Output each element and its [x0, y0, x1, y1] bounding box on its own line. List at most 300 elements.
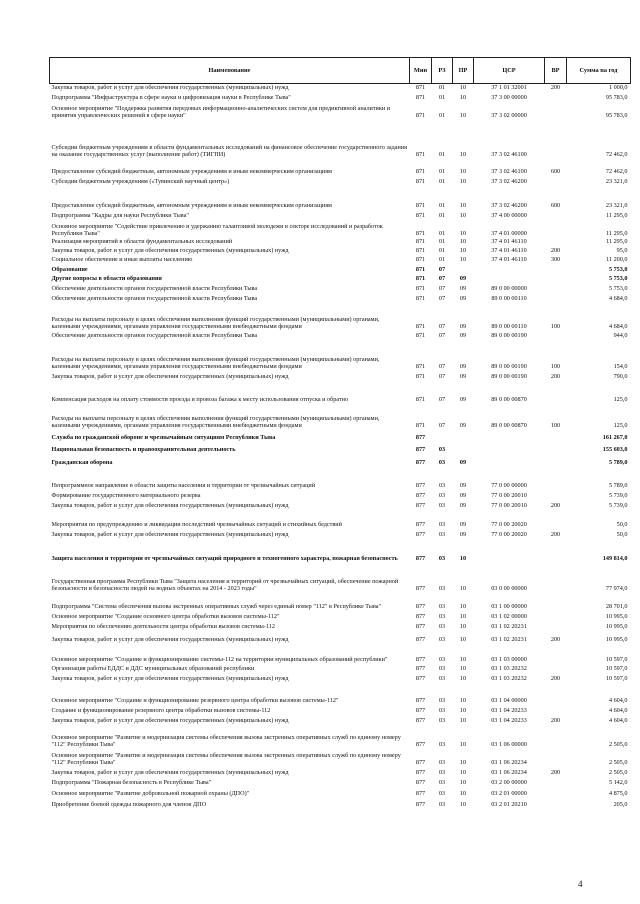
cell-min: 877	[415, 801, 426, 808]
cell-sum: 4 604,0	[608, 717, 628, 724]
cell-rz: 03	[438, 555, 446, 562]
cell-name: Расходы на выплаты персоналу в целях обеспечения выполнения функций государственными (муниципальными) органами, казенными учреждениями, органами управления государственными внебюджетными фондами	[51, 414, 380, 429]
cell-pr: 10	[459, 151, 467, 158]
table-row	[50, 724, 631, 748]
table-row	[50, 101, 631, 119]
cell-sum: 11 295,0	[606, 230, 628, 237]
cell-pr: 09	[459, 275, 467, 282]
cell-name: Мероприятия по предупреждению и ликвидации последствий чрезвычайных ситуаций и стихийных бедствий	[51, 521, 342, 528]
cell-pr: 10	[459, 178, 467, 185]
cell-sum: 72 462,0	[605, 168, 628, 175]
cell-min: 877	[415, 521, 426, 528]
cell-sum: 1 000,0	[608, 84, 628, 91]
cell-pr: 09	[459, 482, 467, 489]
cell-rz: 03	[438, 502, 446, 509]
cell-vr	[545, 682, 567, 704]
cell-vr	[545, 273, 567, 282]
cell-pr: 10	[459, 779, 467, 786]
cell-csr: 03 1 04 20233	[491, 707, 527, 714]
table-row	[50, 704, 631, 714]
cell-csr: 37 3 02 46100	[491, 151, 527, 158]
cell-min: 871	[415, 373, 426, 380]
cell-pr: 10	[459, 665, 467, 672]
cell-min: 877	[415, 502, 426, 509]
cell-vr: 600	[550, 168, 561, 175]
cell-rz: 03	[438, 492, 446, 499]
cell-sum: 95 783,0	[605, 94, 628, 101]
cell-sum: 77 974,0	[605, 585, 628, 592]
cell-vr	[545, 429, 567, 441]
cell-sum: 5 753,0	[608, 266, 628, 273]
cell-sum: 95 783,0	[605, 112, 628, 119]
cell-rz	[432, 429, 453, 441]
cell-rz: 01	[438, 202, 446, 209]
table-row	[50, 91, 631, 101]
cell-vr: 200	[550, 502, 561, 509]
cell-name: Предоставление субсидий бюджетным, автономным учреждениям и иным некоммерческим организациям	[51, 168, 332, 175]
cell-sum: 149 814,0	[602, 555, 628, 562]
cell-pr: 10	[459, 94, 467, 101]
cell-csr: 03 2 01 00000	[491, 790, 527, 797]
cell-pr: 09	[459, 373, 467, 380]
cell-pr: 10	[459, 741, 467, 748]
cell-pr	[453, 441, 474, 453]
cell-vr	[545, 209, 567, 219]
cell-vr: 200	[550, 675, 561, 682]
cell-name: Субсидии бюджетным учреждениям («Тувинский научный центр»)	[51, 178, 230, 185]
table-row	[50, 403, 631, 429]
table-header	[50, 58, 631, 84]
cell-name: Основное мероприятие "Создание и функционирование системы-112 на территории муниципальных образований республики"	[51, 656, 388, 663]
cell-vr: 100	[550, 422, 561, 429]
cell-rz: 07	[438, 422, 446, 429]
cell-csr: 03 1 06 00000	[491, 741, 527, 748]
cell-rz: 07	[438, 373, 446, 380]
cell-vr	[545, 776, 567, 786]
cell-pr: 10	[459, 112, 467, 119]
cell-min: 877	[415, 482, 426, 489]
budget-table	[49, 57, 631, 808]
cell-csr: 37 3 02 46200	[491, 202, 527, 209]
cell-csr	[474, 441, 545, 453]
cell-vr	[545, 489, 567, 499]
cell-vr: 200	[550, 531, 561, 538]
cell-rz: 03	[438, 603, 446, 610]
table-row	[50, 672, 631, 682]
cell-name: Приобретение боевой одежды пожарного для членов ДПО	[51, 801, 207, 808]
table-row	[50, 175, 631, 185]
cell-min: 877	[415, 717, 426, 724]
cell-rz: 03	[438, 697, 446, 704]
cell-min: 871	[415, 178, 426, 185]
cell-name: Подпрограмма "Пожарная безопасность в Республике Тыва"	[51, 779, 212, 786]
cell-vr	[545, 282, 567, 292]
cell-rz: 03	[438, 521, 446, 528]
table-row	[50, 263, 631, 273]
cell-min: 871	[415, 212, 426, 219]
cell-min: 877	[415, 759, 426, 766]
cell-sum: 5 753,0	[608, 285, 628, 292]
cell-min: 871	[415, 285, 426, 292]
table-row	[50, 339, 631, 370]
table-row	[50, 466, 631, 489]
cell-sum: 944,0	[613, 332, 628, 339]
cell-pr: 10	[459, 707, 467, 714]
cell-sum: 5 142,0	[608, 779, 628, 786]
cell-name: Образование	[51, 266, 88, 273]
cell-csr	[474, 429, 545, 441]
cell-rz: 03	[438, 790, 446, 797]
table-row	[50, 499, 631, 509]
cell-min: 871	[415, 323, 426, 330]
cell-min: 877	[415, 636, 426, 643]
cell-rz: 03	[438, 707, 446, 714]
cell-sum: 10 597,0	[605, 656, 628, 663]
cell-name: Расходы на выплаты персоналу в целях обеспечения выполнения функций государственными (муниципальными) органами, казенными учреждениями, органами управления государственными внебюджетными фондами	[51, 355, 380, 370]
cell-pr: 10	[459, 790, 467, 797]
cell-sum: 10 995,0	[605, 613, 628, 620]
cell-pr: 09	[459, 363, 467, 370]
cell-min: 877	[415, 741, 426, 748]
cell-pr: 10	[459, 613, 467, 620]
table-row	[50, 643, 631, 663]
cell-rz: 07	[438, 266, 446, 273]
cell-rz: 01	[438, 94, 446, 101]
cell-csr: 03 1 03 00000	[491, 656, 527, 663]
cell-csr: 89 0 00 00870	[491, 396, 527, 403]
cell-vr	[545, 562, 567, 592]
cell-name: Закупка товаров, работ и услуг для обеспечения государственных (муниципальных) нужд	[51, 769, 289, 776]
cell-name: Закупка товаров, работ и услуг для обеспечения государственных (муниципальных) нужд	[51, 247, 289, 254]
cell-rz: 01	[438, 112, 446, 119]
cell-csr: 03 1 02 20231	[491, 636, 527, 643]
cell-rz: 01	[438, 256, 446, 263]
cell-rz: 07	[438, 332, 446, 339]
cell-vr	[545, 263, 567, 273]
cell-name: Создание и функционирование резервного центра обработки вызовов системы-112	[51, 707, 271, 714]
cell-sum: 161 267,0	[602, 434, 628, 441]
cell-vr	[545, 592, 567, 610]
cell-pr: 10	[459, 168, 467, 175]
cell-vr	[545, 509, 567, 528]
cell-csr: 37 4 01 46110	[491, 247, 527, 254]
cell-name: Закупка товаров, работ и услуг для обеспечения государственных (муниципальных) нужд	[51, 84, 289, 91]
cell-csr: 03 1 02 20231	[491, 623, 527, 630]
cell-pr: 09	[459, 531, 467, 538]
header-name: Наименование	[50, 58, 410, 84]
cell-pr: 09	[459, 422, 467, 429]
cell-name: Обеспечение деятельности органов государственной власти Республики Тыва	[51, 285, 258, 292]
cell-min: 871	[415, 151, 426, 158]
cell-csr: 37 3 02 46200	[491, 178, 527, 185]
cell-min: 877	[415, 675, 426, 682]
cell-csr: 89 0 00 00870	[491, 422, 527, 429]
cell-pr: 09	[459, 323, 467, 330]
cell-rz: 03	[438, 675, 446, 682]
cell-name: Компенсация расходов на оплату стоимости проезда и провоза багажа к месту использования отпуска и обратно	[51, 396, 349, 403]
table-row	[50, 237, 631, 245]
cell-csr: 03 2 00 00000	[491, 779, 527, 786]
cell-sum: 155 603,0	[602, 446, 628, 453]
cell-sum: 11 200,0	[606, 256, 628, 263]
cell-rz: 07	[438, 396, 446, 403]
cell-min: 871	[415, 275, 426, 282]
cell-rz: 03	[438, 585, 446, 592]
cell-sum: 72 462,0	[605, 151, 628, 158]
table-row	[50, 562, 631, 592]
cell-name: Закупка товаров, работ и услуг для обеспечения государственных (муниципальных) нужд	[51, 373, 289, 380]
table-row	[50, 797, 631, 808]
cell-min: 877	[415, 446, 426, 453]
cell-pr: 09	[459, 295, 467, 302]
cell-name: Закупка товаров, работ и услуг для обеспечения государственных (муниципальных) нужд	[51, 675, 289, 682]
cell-name: Расходы на выплаты персоналу в целях обеспечения выполнения функций государственными (муниципальными) органами, казенными учреждениями, органами управления государственными внебюджетными фондами	[51, 315, 380, 330]
cell-sum: 50,0	[616, 531, 628, 538]
cell-rz: 03	[438, 779, 446, 786]
cell-vr	[545, 237, 567, 245]
cell-min: 871	[415, 256, 426, 263]
cell-pr: 10	[459, 636, 467, 643]
cell-min: 871	[415, 247, 426, 254]
cell-sum: 23 321,0	[605, 202, 628, 209]
cell-sum: 11 295,0	[606, 212, 628, 219]
cell-csr: 89 0 00 00190	[491, 363, 527, 370]
cell-name: Обеспечение деятельности органов государственной власти Республики Тыва	[51, 295, 258, 302]
cell-vr	[545, 330, 567, 339]
cell-sum: 5 789,0	[608, 482, 628, 489]
cell-csr: 03 1 06 20234	[491, 769, 527, 776]
cell-vr	[545, 797, 567, 808]
cell-sum: 125,0	[613, 422, 628, 429]
cell-vr	[545, 441, 567, 453]
cell-name: Закупка товаров, работ и услуг для обеспечения государственных (муниципальных) нужд	[51, 531, 289, 538]
cell-name: Основное мероприятие "Развитие и модернизация системы обеспечения вызова экстренных оперативных служб по единому номеру "112" Республики Тыва"	[51, 751, 401, 766]
cell-pr: 10	[459, 801, 467, 808]
cell-min: 877	[415, 434, 426, 441]
cell-csr: 77 0 00 20010	[491, 502, 527, 509]
cell-vr	[545, 704, 567, 714]
cell-vr	[545, 380, 567, 403]
cell-name: Закупка товаров, работ и услуг для обеспечения государственных (муниципальных) нужд	[51, 636, 289, 643]
cell-min: 877	[415, 665, 426, 672]
cell-vr	[545, 748, 567, 766]
table-row	[50, 380, 631, 403]
cell-csr: 89 0 00 00190	[491, 332, 527, 339]
cell-rz: 07	[438, 295, 446, 302]
cell-rz: 01	[438, 178, 446, 185]
cell-sum: 4 684,0	[608, 295, 628, 302]
cell-sum: 790,0	[613, 373, 628, 380]
header-pr: ПР	[453, 58, 474, 84]
cell-min: 871	[415, 84, 426, 91]
table-row	[50, 766, 631, 776]
cell-rz: 03	[438, 769, 446, 776]
cell-name: Организация работы ЕДДС и ДДС муниципальных образований республики	[51, 665, 255, 672]
cell-min: 877	[415, 697, 426, 704]
cell-rz: 03	[438, 741, 446, 748]
table-row	[50, 370, 631, 380]
cell-csr: 77 0 00 20020	[491, 521, 527, 528]
cell-name: Другие вопросы в области образования	[51, 275, 162, 282]
cell-vr: 600	[550, 202, 561, 209]
cell-vr	[545, 663, 567, 672]
cell-csr: 03 1 00 00000	[491, 603, 527, 610]
cell-name: Основное мероприятие "Поддержка развития передовых информационно-аналитических систем для предиктивной аналитики и принятия управленческих решений в сфере науки"	[51, 104, 391, 119]
cell-name: Субсидии бюджетным учреждениям в области фундаментальных исследований на финансовое обеспечение государственного задания на оказание государственных услуг (выполнение работ) (ТИГПИ)	[51, 143, 407, 158]
cell-min: 877	[415, 779, 426, 786]
cell-vr: 200	[550, 373, 561, 380]
cell-sum: 28 701,0	[605, 603, 628, 610]
cell-csr: 03 1 03 20232	[491, 675, 527, 682]
cell-min: 877	[415, 613, 426, 620]
cell-csr: 37 3 00 00000	[491, 94, 527, 101]
cell-csr: 89 0 00 00000	[491, 285, 527, 292]
cell-min: 877	[415, 555, 426, 562]
table-row	[50, 528, 631, 538]
cell-vr: 200	[550, 717, 561, 724]
cell-csr: 37 4 01 46110	[491, 238, 527, 245]
cell-rz: 01	[438, 151, 446, 158]
cell-sum: 4 684,0	[608, 323, 628, 330]
cell-name: Предоставление субсидий бюджетным, автономным учреждениям и иным некоммерческим организациям	[51, 202, 332, 209]
table-row	[50, 776, 631, 786]
cell-sum: 10 597,0	[605, 675, 628, 682]
cell-min: 871	[415, 94, 426, 101]
cell-name: Основное мероприятие "Создание основного центра обработки вызовов системы-112"	[51, 613, 280, 620]
table-row	[50, 592, 631, 610]
cell-min: 871	[415, 168, 426, 175]
cell-name: Подпрограмма "Инфраструктура в сфере науки и цифровизация науки в Республике Тыва"	[51, 94, 291, 101]
cell-pr	[453, 263, 474, 273]
cell-sum: 2 505,0	[608, 741, 628, 748]
cell-name: Закупка товаров, работ и услуг для обеспечения государственных (муниципальных) нужд	[51, 717, 289, 724]
cell-vr	[545, 466, 567, 489]
table-row	[50, 209, 631, 219]
cell-csr: 03 1 04 20233	[491, 717, 527, 724]
cell-sum: 50,0	[616, 521, 628, 528]
cell-min: 871	[415, 112, 426, 119]
cell-pr: 09	[459, 459, 467, 466]
cell-csr	[474, 263, 545, 273]
cell-rz: 03	[438, 459, 446, 466]
cell-sum: 154,0	[613, 363, 628, 370]
cell-vr: 200	[550, 636, 561, 643]
cell-name: Обеспечение деятельности органов государственной власти Республики Тыва	[51, 332, 258, 339]
cell-csr	[474, 538, 545, 562]
table-row	[50, 429, 631, 441]
table-row	[50, 273, 631, 282]
table-row	[50, 330, 631, 339]
cell-name: Основное мероприятие "Развитие и модернизация системы обеспечения вызова экстренных оперативных служб по единому номеру "112" Республики Тыва"	[51, 733, 401, 748]
cell-name: Основное мероприятие "Развитие добровольной пожарной охраны (ДПО)"	[51, 790, 250, 797]
table-row	[50, 119, 631, 158]
cell-min: 877	[415, 603, 426, 610]
cell-vr	[545, 620, 567, 630]
cell-sum: 2 505,0	[608, 769, 628, 776]
cell-vr	[545, 175, 567, 185]
cell-rz: 07	[438, 275, 446, 282]
cell-name: Непрограммное направление в области защиты населения и территории от чрезвычайных ситуаций	[51, 482, 316, 489]
cell-sum: 125,0	[613, 396, 628, 403]
cell-vr	[545, 610, 567, 620]
cell-rz: 03	[438, 446, 446, 453]
cell-name: Реализация мероприятий в области фундаментальных исследований	[51, 238, 233, 245]
cell-rz: 01	[438, 247, 446, 254]
table-row	[50, 245, 631, 254]
cell-rz: 03	[438, 531, 446, 538]
cell-rz: 01	[438, 238, 446, 245]
cell-csr	[474, 453, 545, 466]
cell-vr	[545, 786, 567, 797]
cell-min: 877	[415, 459, 426, 466]
cell-pr: 10	[459, 697, 467, 704]
cell-rz: 03	[438, 801, 446, 808]
cell-name: Подпрограмма "Кадры для науки Республики Тыва"	[51, 212, 189, 219]
page-number: 4	[578, 879, 583, 889]
cell-min: 877	[415, 707, 426, 714]
cell-vr	[545, 119, 567, 158]
cell-pr	[453, 429, 474, 441]
cell-rz: 03	[438, 636, 446, 643]
cell-csr: 03 1 04 00000	[491, 697, 527, 704]
cell-pr: 10	[459, 769, 467, 776]
cell-pr: 10	[459, 247, 467, 254]
cell-pr: 09	[459, 502, 467, 509]
cell-pr: 10	[459, 603, 467, 610]
cell-csr: 89 0 00 00190	[491, 373, 527, 380]
cell-pr: 10	[459, 623, 467, 630]
cell-pr: 09	[459, 396, 467, 403]
cell-sum: 2 505,0	[608, 759, 628, 766]
cell-min: 871	[415, 266, 426, 273]
cell-csr: 37 1 01 32001	[491, 84, 527, 91]
cell-min: 871	[415, 202, 426, 209]
table-row	[50, 282, 631, 292]
cell-sum: 205,0	[613, 801, 628, 808]
cell-rz: 01	[438, 212, 446, 219]
table-row	[50, 620, 631, 630]
table-row	[50, 610, 631, 620]
cell-min: 871	[415, 396, 426, 403]
cell-vr: 300	[550, 256, 561, 263]
cell-rz: 07	[438, 323, 446, 330]
cell-pr: 10	[459, 656, 467, 663]
cell-name: Защита населения и территории от чрезвычайных ситуаций природного и техногенного характера, пожарная безопасность	[51, 555, 398, 562]
cell-vr	[545, 219, 567, 237]
cell-sum: 4 875,0	[608, 790, 628, 797]
cell-vr: 100	[550, 363, 561, 370]
cell-min: 877	[415, 531, 426, 538]
cell-vr	[545, 292, 567, 302]
table-row	[50, 748, 631, 766]
table-row	[50, 682, 631, 704]
header-csr: ЦСР	[474, 58, 545, 84]
cell-rz: 07	[438, 285, 446, 292]
cell-vr: 200	[550, 769, 561, 776]
cell-rz: 03	[438, 759, 446, 766]
table-row	[50, 158, 631, 175]
cell-name: Основное мероприятие "Содействие привлечению и удержанию талантливой молодежи в секторе исследований и разработок Республики Тыва"	[51, 222, 383, 237]
table-row	[50, 254, 631, 263]
table-row	[50, 663, 631, 672]
cell-rz: 03	[438, 717, 446, 724]
cell-name: Национальная безопасность и правоохранительная деятельность	[51, 446, 236, 453]
cell-csr: 77 0 00 00000	[491, 482, 527, 489]
header-vr: ВР	[545, 58, 567, 84]
cell-vr	[545, 643, 567, 663]
cell-rz: 03	[438, 482, 446, 489]
cell-rz: 03	[438, 623, 446, 630]
